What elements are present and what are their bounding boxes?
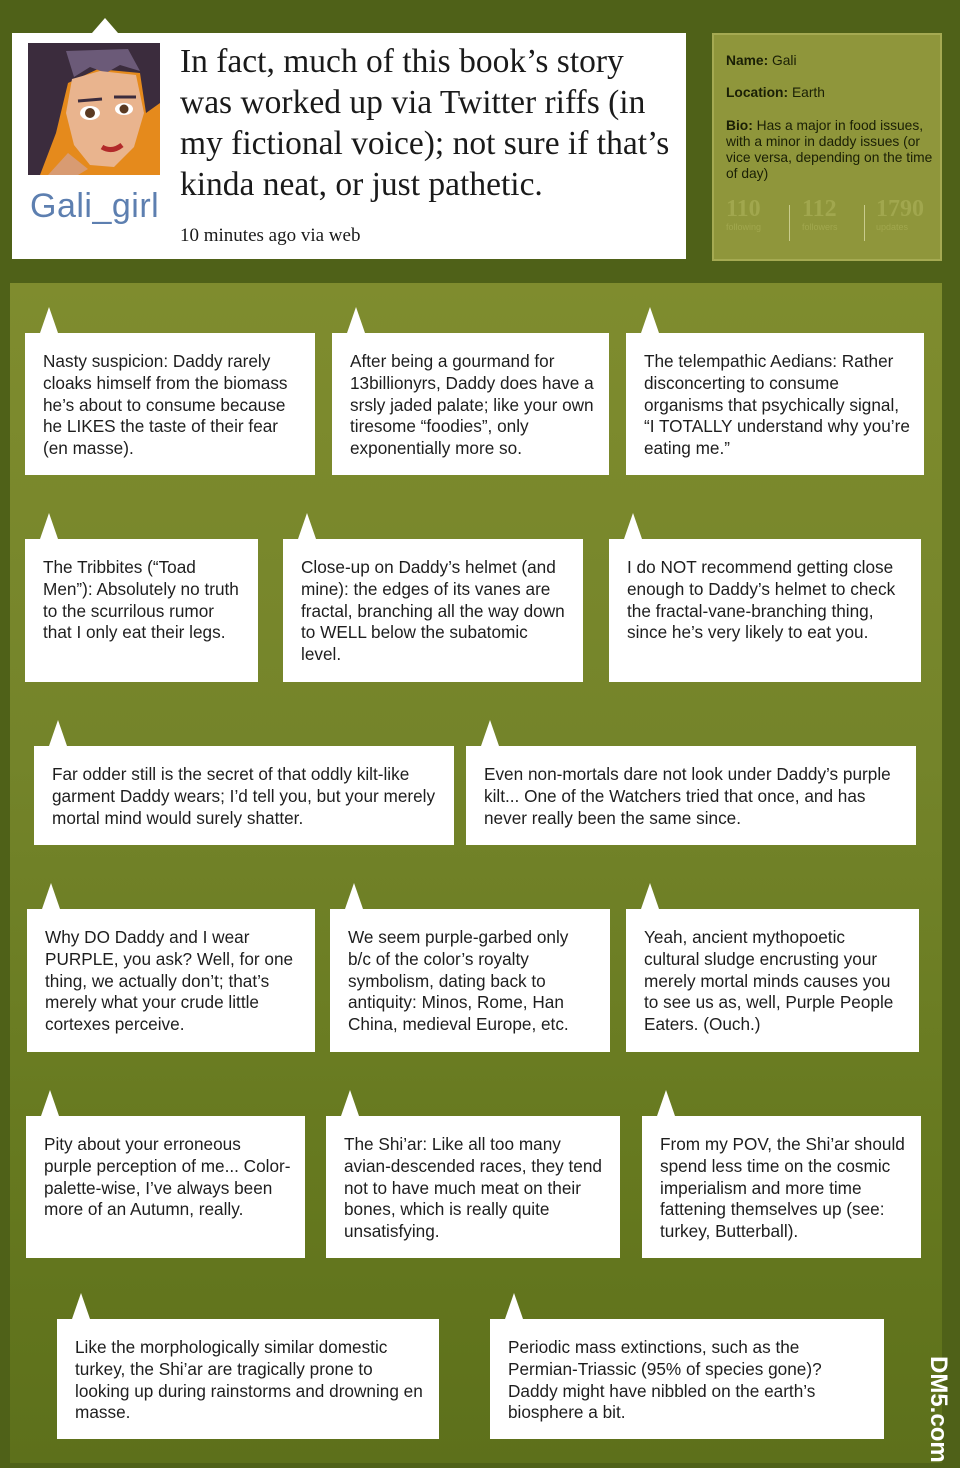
tweet-bubble-text: Even non-mortals dare not look under Daddy’s purple kilt... One of the Watchers tried that once, and has never really been the same since. (484, 764, 891, 828)
tweet-bubble (330, 909, 610, 1052)
profile-bio-row (726, 118, 936, 182)
stat-divider (789, 205, 790, 241)
stat-following[interactable] (726, 196, 792, 245)
profile-stats (726, 196, 936, 245)
tweet-bubble-text: Nasty suspicion: Daddy rarely cloaks himself from the biomass he’s about to consume because he LIKES the taste of their fear (en masse). (43, 351, 288, 459)
tweet-bubble (626, 909, 919, 1052)
tweet-bubble-text: We seem purple-garbed only b/c of the color’s royalty symbolism, dating back to antiquity: Minos, Rome, Han China, medieval Europe, etc. (348, 927, 569, 1035)
stat-updates[interactable] (876, 196, 942, 245)
tweet-bubble (490, 1319, 884, 1439)
tweet-bubble (283, 539, 583, 682)
tweet-bubble-text: Far odder still is the secret of that oddly kilt-like garment Daddy wears; I’d tell you, but your merely mortal mind would surely shatter. (52, 764, 436, 828)
stat-followers[interactable] (802, 196, 868, 245)
username[interactable]: Gali_girl (30, 187, 160, 225)
profile-location-row (726, 85, 936, 101)
tweet-bubble-text: Like the morphologically similar domestic turkey, the Shi’ar are tragically prone to looking up during rainstorms and drowning en masse. (75, 1337, 423, 1423)
stat-divider (864, 205, 865, 241)
tweet-bubble-text: Yeah, ancient mythopoetic cultural sludge encrusting your merely mortal minds causes you to see us as, well, Purple People Eaters. (Ouch.) (644, 927, 894, 1035)
stat-label: followers (802, 222, 838, 232)
tweet-bubble-text: Periodic mass extinctions, such as the Permian-Triassic (95% of species gone)? Daddy might have nibbled on the earth’s biosphere a bit. (508, 1337, 822, 1423)
location-value: Earth (791, 85, 825, 100)
tweet-bubble (27, 909, 315, 1052)
stat-value: 110 (726, 196, 761, 222)
bio-label: Bio: (726, 118, 753, 133)
tweet-bubble (609, 539, 921, 682)
tweet-bubble (332, 333, 609, 475)
tweet-bubble-text: I do NOT recommend getting close enough to Daddy’s helmet to check the fractal-vane-branching thing, since he’s very likely to eat you. (627, 557, 896, 643)
tweet-bubble-text: After being a gourmand for 13billionyrs, Daddy does have a srsly jaded palate; like your own tiresome “foodies”, only exponentially more so. (350, 351, 594, 459)
tweet-bubble-text: From my POV, the Shi’ar should spend less time on the cosmic imperialism and more time fattening themselves up (see: turkey, Butterball). (660, 1134, 905, 1242)
site-watermark (918, 1356, 958, 1462)
tweet-bubble-text: The telempathic Aedians: Rather disconcerting to consume organisms that psychically signal, “I TOTALLY understand why you’re eating me.” (644, 351, 910, 459)
watermark-text: DM5.com (925, 1356, 952, 1463)
tweet-bubble (642, 1116, 921, 1258)
stat-value: 1790 (876, 196, 924, 222)
featured-tweet-card (12, 33, 686, 259)
bio-value: Has a major in food issues, with a minor in daddy issues (or vice versa, depending on the time of day) (726, 118, 933, 181)
tweet-bubble (25, 539, 258, 682)
tweet-bubble (34, 746, 454, 845)
tweet-bubble (326, 1116, 620, 1258)
tweet-bubble-text: The Tribbites (“Toad Men”): Absolutely no truth to the scurrilous rumor that I only eat their legs. (43, 557, 239, 643)
tweet-timestamp: 10 minutes ago via web (180, 225, 361, 246)
tweet-bubble (25, 333, 315, 475)
stat-value: 112 (802, 196, 837, 222)
tweet-bubble (57, 1319, 439, 1439)
stat-label: following (726, 222, 762, 232)
location-label: Location: (726, 85, 789, 100)
stat-label: updates (876, 222, 909, 232)
avatar[interactable] (28, 43, 160, 175)
tweet-bubble (26, 1116, 305, 1258)
profile-name-row (726, 53, 936, 69)
name-label: Name: (726, 53, 769, 68)
tweet-bubble (626, 333, 924, 475)
name-value: Gali (772, 53, 797, 68)
tweet-bubble-text: Close-up on Daddy’s helmet (and mine): the edges of its vanes are fractal, branching all the way down to WELL below the subatomic level. (301, 557, 565, 665)
tweet-bubble-text: Pity about your erroneous purple perception of me... Color-palette-wise, I’ve always been more of an Autumn, really. (44, 1134, 291, 1220)
profile-box (712, 33, 942, 261)
tweet-bubble-text: Why DO Daddy and I wear PURPLE, you ask? Well, for one thing, we actually don’t; that’s merely what your crude little cortexes perceive. (45, 927, 294, 1035)
tweet-bubble-text: The Shi’ar: Like all too many avian-descended races, they tend not to have much meat on their bones, which is really quite unsatisfying. (344, 1134, 602, 1242)
tweet-text: In fact, much of this book’s story was worked up via Twitter riffs (in my fictional voice); not sure if that’s kinda neat, or just pathetic. (180, 43, 670, 203)
tweet-bubble (466, 746, 916, 845)
